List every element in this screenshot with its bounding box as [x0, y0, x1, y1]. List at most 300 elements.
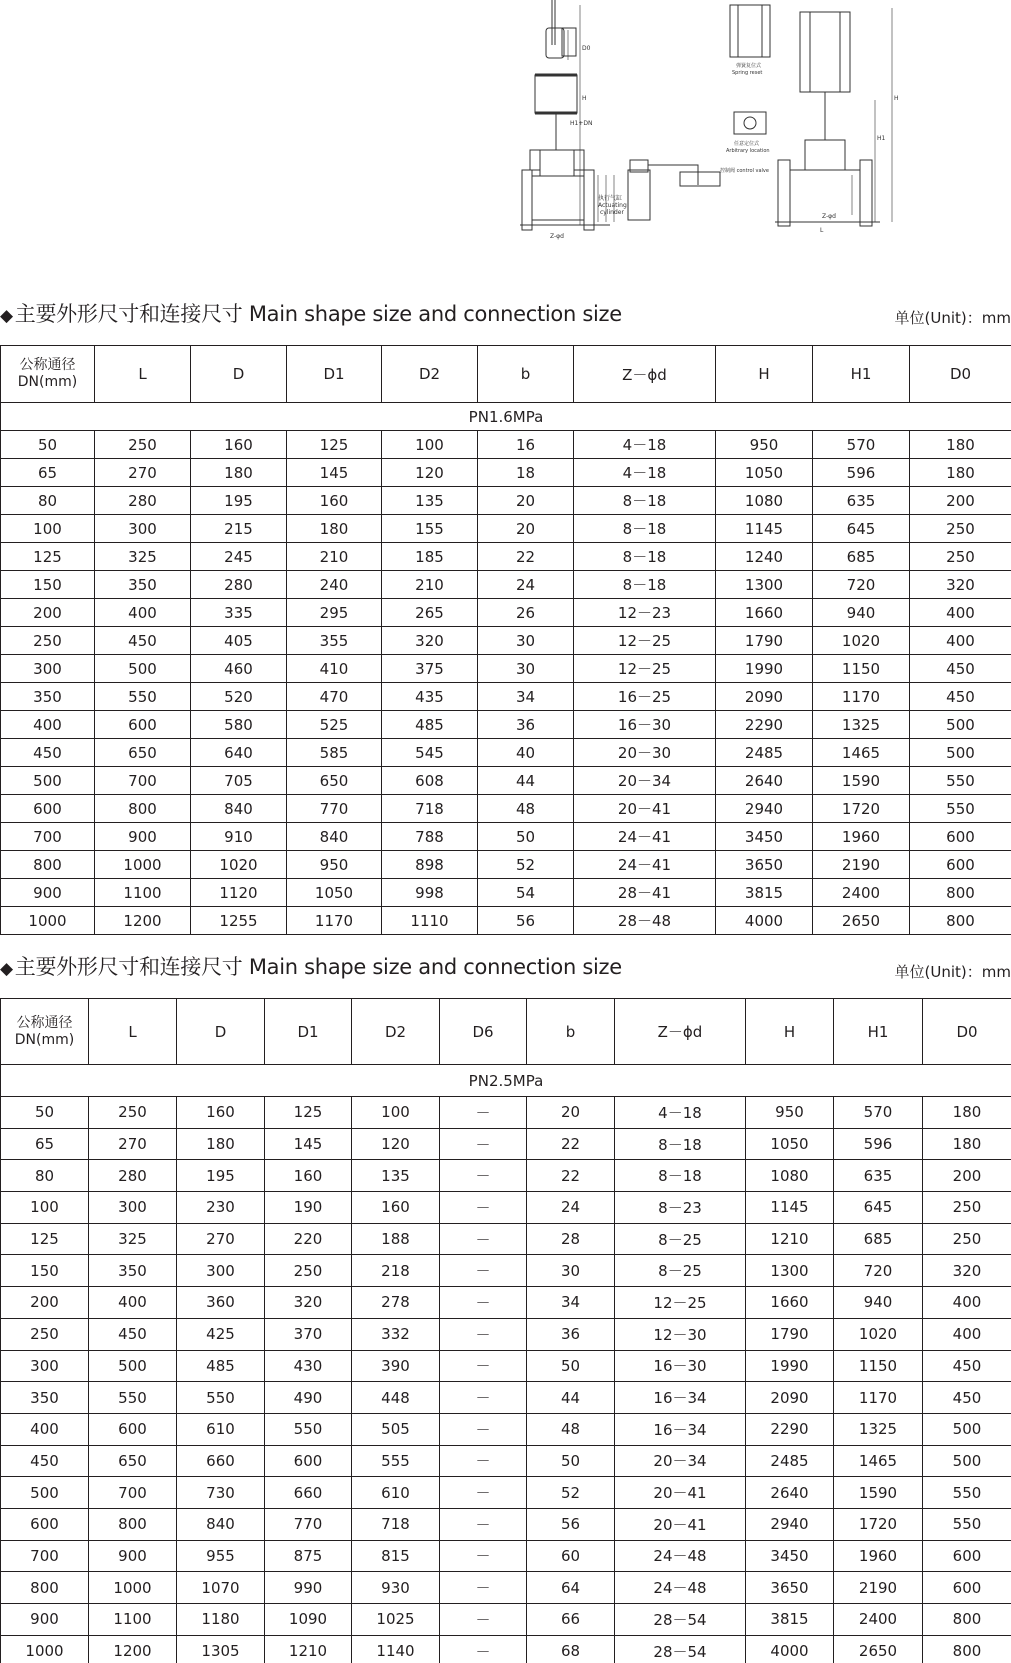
table-cell: 180 — [177, 1128, 265, 1160]
table-cell: 500 — [95, 655, 191, 683]
valve-drawing — [520, 0, 960, 255]
table-cell: 3815 — [716, 879, 813, 907]
header-d2: D2 — [352, 999, 440, 1065]
table-cell: 500 — [910, 711, 1011, 739]
table-cell: 1660 — [716, 599, 813, 627]
table-cell: 12－25 — [615, 1287, 746, 1319]
table-cell: 900 — [89, 1540, 177, 1572]
table-cell: 800 — [910, 907, 1011, 935]
table-cell: 50 — [527, 1445, 615, 1477]
table-cell: 550 — [177, 1382, 265, 1414]
table-cell: 200 — [910, 487, 1011, 515]
table-cell: 450 — [95, 627, 191, 655]
table-cell: － — [440, 1604, 527, 1636]
table-cell: 1100 — [95, 879, 191, 907]
table-cell: 410 — [287, 655, 382, 683]
table-row — [1, 543, 1011, 571]
cell-dn: 65 — [1, 459, 95, 487]
table-cell: 950 — [287, 851, 382, 879]
table-cell: 34 — [478, 683, 574, 711]
header-z-phi-d: Z－ϕd — [574, 346, 716, 403]
table-cell: 1145 — [716, 515, 813, 543]
table-cell: 650 — [287, 767, 382, 795]
table-cell: 280 — [95, 487, 191, 515]
table-cell: － — [440, 1413, 527, 1445]
table-cell: 645 — [834, 1192, 923, 1224]
table-cell: 800 — [923, 1604, 1011, 1636]
table-cell: 720 — [834, 1255, 923, 1287]
table-cell: 8－18 — [574, 515, 716, 543]
table-cell: 2640 — [716, 767, 813, 795]
table-cell: 240 — [287, 571, 382, 599]
cell-dn: 200 — [1, 599, 95, 627]
cell-dn: 800 — [1, 851, 95, 879]
header-d1: D1 — [287, 346, 382, 403]
table-cell: 16－25 — [574, 683, 716, 711]
table-cell: 520 — [191, 683, 287, 711]
table-cell: 1000 — [95, 851, 191, 879]
table-cell: 600 — [265, 1445, 352, 1477]
label-actuating-en1: Actuating — [598, 202, 627, 209]
table-cell: 2650 — [813, 907, 910, 935]
table-cell: 4－18 — [574, 431, 716, 459]
section1-unit: 单位(Unit)：mm — [894, 309, 1011, 327]
cell-dn: 900 — [1, 879, 95, 907]
table-cell: 430 — [265, 1350, 352, 1382]
table-cell: 1020 — [813, 627, 910, 655]
table-cell: 280 — [89, 1160, 177, 1192]
table-row — [1, 1477, 1011, 1509]
cell-dn: 250 — [1, 627, 95, 655]
table-cell: 22 — [527, 1128, 615, 1160]
table-cell: 100 — [352, 1097, 440, 1129]
table-cell: 24 — [478, 571, 574, 599]
table-row — [1, 1604, 1011, 1636]
cell-dn: 150 — [1, 1255, 89, 1287]
table-cell: 295 — [287, 599, 382, 627]
cell-dn: 300 — [1, 1350, 89, 1382]
table-cell: 600 — [910, 823, 1011, 851]
cell-dn: 900 — [1, 1604, 89, 1636]
table-cell: 950 — [716, 431, 813, 459]
header-z-phi-d: Z－ϕd — [615, 999, 746, 1065]
table-cell: 1120 — [191, 879, 287, 907]
table-row — [1, 683, 1011, 711]
table-cell: 815 — [352, 1540, 440, 1572]
table-cell: 12－23 — [574, 599, 716, 627]
table-row — [1, 459, 1011, 487]
table-cell: 50 — [527, 1350, 615, 1382]
table-cell: 685 — [813, 543, 910, 571]
section2-title-text: 主要外形尺寸和连接尺寸 Main shape size and connection size — [14, 955, 622, 979]
table-cell: 125 — [265, 1097, 352, 1129]
table-cell: 8－25 — [615, 1223, 746, 1255]
section1-title-text: 主要外形尺寸和连接尺寸 Main shape size and connection size — [14, 302, 622, 326]
table-cell: 8－25 — [615, 1255, 746, 1287]
table-cell: 60 — [527, 1540, 615, 1572]
table-cell: 48 — [478, 795, 574, 823]
cell-dn: 150 — [1, 571, 95, 599]
table-cell: 16－30 — [615, 1350, 746, 1382]
table-cell: 135 — [352, 1160, 440, 1192]
table-cell: 125 — [287, 431, 382, 459]
table-cell: 56 — [527, 1508, 615, 1540]
table-cell: 66 — [527, 1604, 615, 1636]
table-cell: 180 — [287, 515, 382, 543]
table-cell: － — [440, 1445, 527, 1477]
table-cell: 2485 — [716, 739, 813, 767]
table-cell: 1790 — [746, 1318, 834, 1350]
table-cell: 250 — [923, 1223, 1011, 1255]
table-cell: － — [440, 1223, 527, 1255]
cell-dn: 500 — [1, 767, 95, 795]
label-l-right: L — [820, 227, 824, 234]
table-cell: 4000 — [716, 907, 813, 935]
table-row — [1, 795, 1011, 823]
table-cell: 48 — [527, 1413, 615, 1445]
table-cell: 278 — [352, 1287, 440, 1319]
table-cell: 1720 — [834, 1508, 923, 1540]
table-cell: 570 — [834, 1097, 923, 1129]
section1-title — [0, 298, 622, 328]
section1-bullet: ◆ — [0, 306, 13, 326]
table-cell: 52 — [478, 851, 574, 879]
header-dn-line1: 公称通径 — [16, 1014, 73, 1031]
header-dn-line1: 公称通径 — [19, 357, 76, 373]
table-row — [1, 627, 1011, 655]
table-cell: 270 — [89, 1128, 177, 1160]
table-cell: 500 — [89, 1350, 177, 1382]
table-cell: 210 — [287, 543, 382, 571]
table-cell: 400 — [923, 1318, 1011, 1350]
table-cell: 596 — [834, 1128, 923, 1160]
table-cell: 1990 — [716, 655, 813, 683]
header-d0: D0 — [923, 999, 1011, 1065]
table-cell: 1960 — [813, 823, 910, 851]
table-cell: 300 — [177, 1255, 265, 1287]
table-cell: 195 — [177, 1160, 265, 1192]
table-cell: － — [440, 1160, 527, 1192]
table-cell: 800 — [923, 1635, 1011, 1663]
table-cell: － — [440, 1255, 527, 1287]
table-cell: 1110 — [382, 907, 478, 935]
header-dn-line2: DN(mm) — [14, 1031, 75, 1048]
table-row — [1, 1287, 1011, 1319]
table-cell: 770 — [265, 1508, 352, 1540]
section2-title — [0, 951, 622, 981]
cell-dn: 700 — [1, 823, 95, 851]
table-cell: － — [440, 1540, 527, 1572]
table-cell: 448 — [352, 1382, 440, 1414]
label-arbitrary-en: Arbitrary location — [726, 148, 770, 154]
table-cell: － — [440, 1382, 527, 1414]
table-cell: 250 — [910, 515, 1011, 543]
label-z-phi-left: Z-φd — [550, 233, 564, 240]
table-cell: 2940 — [716, 795, 813, 823]
table-cell: 230 — [177, 1192, 265, 1224]
header-b: b — [527, 999, 615, 1065]
table-cell: － — [440, 1350, 527, 1382]
right-valve-figure — [775, 8, 892, 226]
table-cell: 1080 — [746, 1160, 834, 1192]
table-cell: 3815 — [746, 1604, 834, 1636]
table-cell: 600 — [910, 851, 1011, 879]
table-cell: 375 — [382, 655, 478, 683]
header-h: H — [716, 346, 813, 403]
table-row — [1, 1128, 1011, 1160]
table-cell: 320 — [923, 1255, 1011, 1287]
table-row — [1, 1350, 1011, 1382]
table-cell: － — [440, 1508, 527, 1540]
table-cell: 44 — [478, 767, 574, 795]
table-row — [1, 1382, 1011, 1414]
table-cell: 2400 — [813, 879, 910, 907]
table-cell: 585 — [287, 739, 382, 767]
table-cell: 1210 — [265, 1635, 352, 1663]
table-cell: 20－30 — [574, 739, 716, 767]
cell-dn: 600 — [1, 795, 95, 823]
table-cell: 2090 — [716, 683, 813, 711]
table-cell: 685 — [834, 1223, 923, 1255]
table-cell: 550 — [95, 683, 191, 711]
cell-dn: 700 — [1, 1540, 89, 1572]
table-cell: 22 — [527, 1160, 615, 1192]
table-cell: 1150 — [813, 655, 910, 683]
table-cell: 145 — [265, 1128, 352, 1160]
table-cell: 1090 — [265, 1604, 352, 1636]
cell-dn: 125 — [1, 543, 95, 571]
table-cell: 28－54 — [615, 1604, 746, 1636]
table-cell: 788 — [382, 823, 478, 851]
table-cell: － — [440, 1318, 527, 1350]
table-cell: 30 — [527, 1255, 615, 1287]
pressure-label: PN1.6MPa — [1, 403, 1011, 431]
table-cell: 355 — [287, 627, 382, 655]
table-cell: 450 — [923, 1382, 1011, 1414]
table-cell: 350 — [89, 1255, 177, 1287]
pressure-row — [1, 1065, 1011, 1097]
cell-dn: 200 — [1, 1287, 89, 1319]
table-cell: 608 — [382, 767, 478, 795]
table-cell: 24－41 — [574, 851, 716, 879]
table-cell: 40 — [478, 739, 574, 767]
table-cell: 28－48 — [574, 907, 716, 935]
pressure-row — [1, 403, 1011, 431]
actuating-cylinder-figure — [628, 160, 720, 220]
table-cell: 160 — [287, 487, 382, 515]
cell-dn: 250 — [1, 1318, 89, 1350]
table-cell: 320 — [382, 627, 478, 655]
table-cell: 36 — [478, 711, 574, 739]
table-cell: 1080 — [716, 487, 813, 515]
table-row — [1, 1635, 1011, 1663]
table-cell: 2400 — [834, 1604, 923, 1636]
table-cell: 12－30 — [615, 1318, 746, 1350]
table-cell: 180 — [910, 459, 1011, 487]
table-cell: 36 — [527, 1318, 615, 1350]
table-cell: 500 — [910, 739, 1011, 767]
table-cell: 4－18 — [615, 1097, 746, 1129]
table-cell: 26 — [478, 599, 574, 627]
cell-dn: 500 — [1, 1477, 89, 1509]
table-cell: 280 — [191, 571, 287, 599]
table-cell: 220 — [265, 1223, 352, 1255]
table-cell: 135 — [382, 487, 478, 515]
table-cell: 335 — [191, 599, 287, 627]
table-cell: 1465 — [813, 739, 910, 767]
table-cell: 550 — [910, 795, 1011, 823]
header-d0: D0 — [910, 346, 1011, 403]
table-cell: 34 — [527, 1287, 615, 1319]
table-cell: 2650 — [834, 1635, 923, 1663]
table-cell: 20－34 — [615, 1445, 746, 1477]
table-cell: 64 — [527, 1572, 615, 1604]
table-cell: 1070 — [177, 1572, 265, 1604]
cell-dn: 1000 — [1, 1635, 89, 1663]
table-cell: 800 — [95, 795, 191, 823]
table-cell: 930 — [352, 1572, 440, 1604]
table-cell: 600 — [923, 1540, 1011, 1572]
table-cell: 998 — [382, 879, 478, 907]
table-cell: 525 — [287, 711, 382, 739]
label-actuating-en2: cylinder — [600, 209, 624, 216]
table-cell: 270 — [95, 459, 191, 487]
table-cell: 185 — [382, 543, 478, 571]
cell-dn: 50 — [1, 431, 95, 459]
table-cell: 250 — [95, 431, 191, 459]
table-cell: 44 — [527, 1382, 615, 1414]
cell-dn: 350 — [1, 683, 95, 711]
table-cell: 1255 — [191, 907, 287, 935]
spec-table-pn25 — [0, 998, 1011, 1663]
table-cell: 500 — [923, 1413, 1011, 1445]
table-cell: 16 — [478, 431, 574, 459]
table-cell: 3650 — [746, 1572, 834, 1604]
table-cell: 1020 — [191, 851, 287, 879]
cell-dn: 300 — [1, 655, 95, 683]
table-cell: 635 — [834, 1160, 923, 1192]
table-cell: 400 — [910, 627, 1011, 655]
table-cell: 1150 — [834, 1350, 923, 1382]
table-cell: 550 — [910, 767, 1011, 795]
valve-drawing-svg — [520, 0, 960, 255]
table-row — [1, 571, 1011, 599]
section2-bullet: ◆ — [0, 959, 13, 979]
table-cell: 2640 — [746, 1477, 834, 1509]
table-cell: 1050 — [287, 879, 382, 907]
table-cell: 1170 — [813, 683, 910, 711]
header-h1: H1 — [834, 999, 923, 1065]
table-row — [1, 1318, 1011, 1350]
header-h: H — [746, 999, 834, 1065]
table-cell: 1660 — [746, 1287, 834, 1319]
table-cell: 24－41 — [574, 823, 716, 851]
table-row — [1, 1160, 1011, 1192]
table-cell: 1990 — [746, 1350, 834, 1382]
header-dn — [1, 999, 89, 1065]
cell-dn: 100 — [1, 515, 95, 543]
cell-dn: 400 — [1, 1413, 89, 1445]
table-row — [1, 711, 1011, 739]
table-cell: 2090 — [746, 1382, 834, 1414]
table-cell: 20－34 — [574, 767, 716, 795]
header-b: b — [478, 346, 574, 403]
label-z-phi-right: Z-φd — [822, 213, 836, 220]
cell-dn: 450 — [1, 1445, 89, 1477]
section2-unit: 单位(Unit)：mm — [894, 963, 1011, 981]
table-cell: 1300 — [746, 1255, 834, 1287]
table-cell: 28 — [527, 1223, 615, 1255]
table-cell: 650 — [95, 739, 191, 767]
table-cell: 705 — [191, 767, 287, 795]
cell-dn: 50 — [1, 1097, 89, 1129]
table-cell: 325 — [95, 543, 191, 571]
table-cell: 8－18 — [574, 571, 716, 599]
table-cell: 1325 — [813, 711, 910, 739]
table-cell: 800 — [89, 1508, 177, 1540]
table-cell: 155 — [382, 515, 478, 543]
cell-dn: 100 — [1, 1192, 89, 1224]
table-cell: 400 — [923, 1287, 1011, 1319]
table-cell: 435 — [382, 683, 478, 711]
table-cell: 190 — [265, 1192, 352, 1224]
table-cell: 50 — [478, 823, 574, 851]
table-row — [1, 1508, 1011, 1540]
table-cell: 2290 — [746, 1413, 834, 1445]
table-cell: 16－34 — [615, 1413, 746, 1445]
table-cell: 1020 — [834, 1318, 923, 1350]
table-cell: 400 — [89, 1287, 177, 1319]
table-cell: 160 — [177, 1097, 265, 1129]
table-cell: 250 — [89, 1097, 177, 1129]
table-cell: 580 — [191, 711, 287, 739]
table-cell: 180 — [923, 1128, 1011, 1160]
table-cell: 12－25 — [574, 655, 716, 683]
cell-dn: 65 — [1, 1128, 89, 1160]
label-actuating-cn: 执行气缸 — [598, 195, 623, 202]
table-cell: 24－48 — [615, 1572, 746, 1604]
table-cell: 2940 — [746, 1508, 834, 1540]
table-cell: 24－48 — [615, 1540, 746, 1572]
cell-dn: 800 — [1, 1572, 89, 1604]
cell-dn: 600 — [1, 1508, 89, 1540]
table-cell: 955 — [177, 1540, 265, 1572]
table-cell: 3450 — [716, 823, 813, 851]
cell-dn: 125 — [1, 1223, 89, 1255]
table-cell: 900 — [95, 823, 191, 851]
table-cell: 1050 — [716, 459, 813, 487]
header-d6: D6 — [440, 999, 527, 1065]
table-cell: 8－18 — [574, 487, 716, 515]
table-cell: 1050 — [746, 1128, 834, 1160]
table-cell: 56 — [478, 907, 574, 935]
table-cell: 450 — [89, 1318, 177, 1350]
table-cell: 550 — [89, 1382, 177, 1414]
header-d1: D1 — [265, 999, 352, 1065]
table-cell: 1590 — [813, 767, 910, 795]
table-cell: 200 — [923, 1160, 1011, 1192]
table-cell: 1960 — [834, 1540, 923, 1572]
header-dn — [1, 346, 95, 403]
table-cell: 2290 — [716, 711, 813, 739]
table-cell: 700 — [89, 1477, 177, 1509]
table-cell: 1325 — [834, 1413, 923, 1445]
table-cell: 596 — [813, 459, 910, 487]
spec-table-pn16 — [0, 345, 1011, 935]
table-cell: 20－41 — [615, 1508, 746, 1540]
table-cell: 20 — [478, 515, 574, 543]
table-cell: 265 — [382, 599, 478, 627]
